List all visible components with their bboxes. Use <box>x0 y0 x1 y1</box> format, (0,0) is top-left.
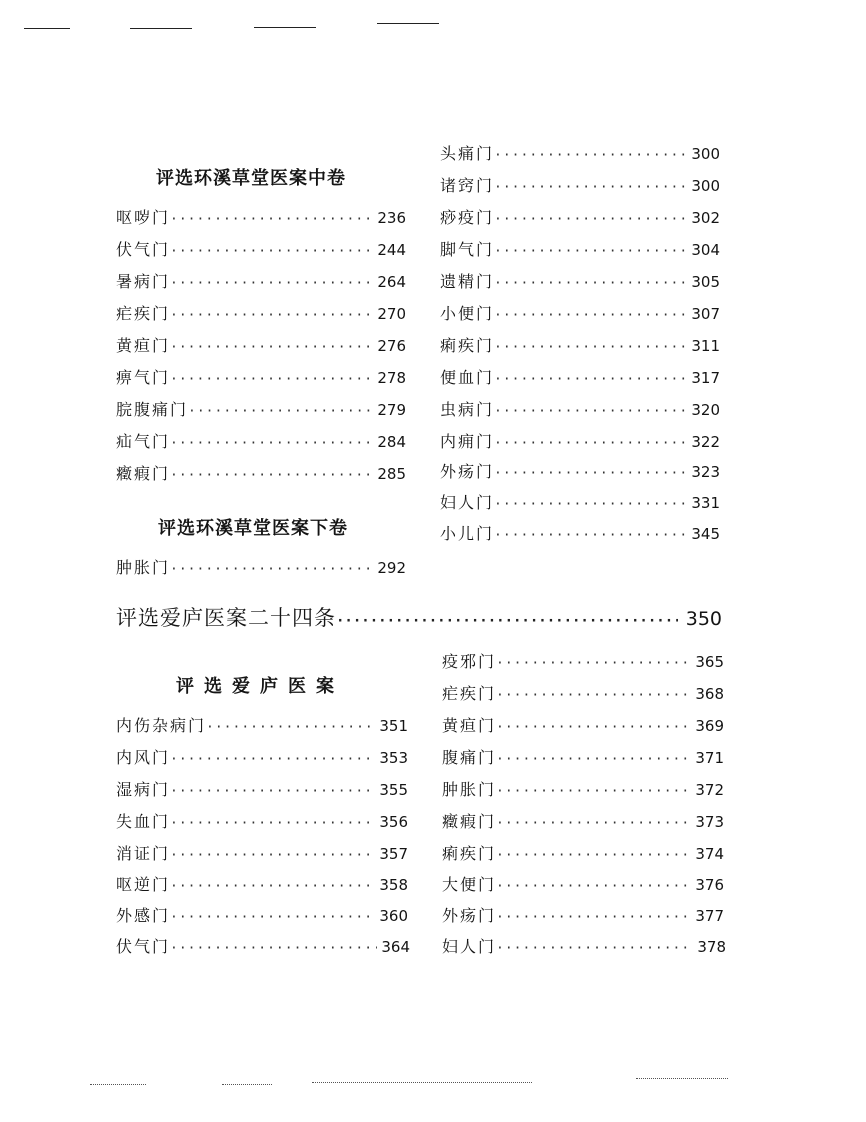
toc-entry-page: 351 <box>379 717 408 735</box>
toc-entry-title: 消证门 <box>116 844 171 863</box>
toc-entry-title: 腹痛门 <box>442 748 497 767</box>
toc-entry-title: 黄疸门 <box>116 336 171 355</box>
toc-entry-page: 372 <box>695 781 724 799</box>
dot-leader <box>170 812 375 836</box>
scan-artifact <box>24 28 70 29</box>
toc-entry-page: 331 <box>691 494 720 512</box>
toc-entry[interactable] <box>440 206 720 230</box>
toc-entry-page: 353 <box>379 749 408 767</box>
toc-entry-title: 遗精门 <box>440 272 495 291</box>
toc-entry-title: 癥瘕门 <box>116 464 171 483</box>
toc-entry[interactable] <box>440 366 720 390</box>
toc-entry-page: 317 <box>691 369 720 387</box>
toc-entry-title: 头痛门 <box>440 144 495 163</box>
dot-leader <box>494 272 687 296</box>
toc-entry-page: 378 <box>697 938 726 956</box>
toc-entry-title: 大便门 <box>442 875 497 894</box>
toc-entry-page: 376 <box>695 876 724 894</box>
dot-leader <box>494 432 687 456</box>
dot-leader <box>496 812 691 836</box>
dot-leader <box>496 780 691 804</box>
toc-entry[interactable] <box>442 682 724 706</box>
toc-entry-title: 便血门 <box>440 368 495 387</box>
toc-entry-page: 236 <box>377 209 406 227</box>
toc-entry-title: 外感门 <box>116 906 171 925</box>
toc-entry-title: 呕逆门 <box>116 875 171 894</box>
dot-leader <box>494 524 687 548</box>
toc-entry-page: 278 <box>377 369 406 387</box>
scan-artifact <box>636 1078 728 1079</box>
toc-entry-page: 345 <box>691 525 720 543</box>
toc-entry-page: 356 <box>379 813 408 831</box>
section-heading-zhong-juan: 评选环溪草堂医案中卷 <box>156 168 346 189</box>
toc-entry-page: 364 <box>381 938 410 956</box>
toc-entry-page: 270 <box>377 305 406 323</box>
toc-entry-page: 276 <box>377 337 406 355</box>
toc-entry-page: 311 <box>691 337 720 355</box>
toc-entry-title: 内痈门 <box>440 432 495 451</box>
toc-entry-page: 285 <box>377 465 406 483</box>
toc-entry-page: 320 <box>691 401 720 419</box>
toc-entry[interactable] <box>442 873 724 897</box>
toc-entry-title: 脚气门 <box>440 240 495 259</box>
toc-entry[interactable] <box>442 842 724 866</box>
toc-entry-page: 264 <box>377 273 406 291</box>
toc-entry-page: 374 <box>695 845 724 863</box>
toc-entry-title: 失血门 <box>116 812 171 831</box>
toc-entry[interactable] <box>442 904 724 928</box>
toc-entry-page: 244 <box>377 241 406 259</box>
dot-leader <box>496 652 691 676</box>
toc-entry-title: 诸窍门 <box>440 176 495 195</box>
toc-entry-page: 373 <box>695 813 724 831</box>
dot-leader <box>170 368 373 392</box>
toc-entry[interactable] <box>442 714 724 738</box>
dot-leader <box>170 780 375 804</box>
toc-entry[interactable] <box>440 238 720 262</box>
toc-entry-title: 内伤杂病门 <box>116 716 207 735</box>
toc-entry[interactable] <box>116 238 406 262</box>
toc-entry[interactable] <box>116 810 408 834</box>
toc-entry-title: 伏气门 <box>116 937 171 956</box>
toc-entry-title: 湿病门 <box>116 780 171 799</box>
toc-entry-page: 360 <box>379 907 408 925</box>
toc-entry-page: 365 <box>695 653 724 671</box>
toc-entry-page: 300 <box>691 145 720 163</box>
toc-entry[interactable] <box>116 462 406 486</box>
toc-entry-page: 304 <box>691 241 720 259</box>
toc-entry[interactable] <box>442 935 726 959</box>
toc-entry[interactable] <box>116 904 408 928</box>
toc-entry-title: 肿胀门 <box>442 780 497 799</box>
toc-entry[interactable] <box>440 460 720 484</box>
toc-entry-page: 305 <box>691 273 720 291</box>
toc-entry[interactable] <box>116 398 406 422</box>
toc-entry-title: 疟疾门 <box>116 304 171 323</box>
toc-entry-title: 痧疫门 <box>440 208 495 227</box>
toc-entry-page: 357 <box>379 845 408 863</box>
toc-entry-page: 371 <box>695 749 724 767</box>
toc-entry-title: 内风门 <box>116 748 171 767</box>
dot-leader <box>494 493 687 517</box>
toc-entry-title: 痢疾门 <box>440 336 495 355</box>
dot-leader <box>170 875 375 899</box>
dot-leader <box>496 844 691 868</box>
toc-entry-title: 脘腹痛门 <box>116 400 189 419</box>
toc-entry-title: 黄疸门 <box>442 716 497 735</box>
toc-entry-page: 322 <box>691 433 720 451</box>
toc-entry-title: 评选爱庐医案二十四条 <box>116 606 336 630</box>
toc-entry[interactable] <box>440 491 720 515</box>
dot-leader <box>496 906 691 930</box>
toc-entry[interactable] <box>442 650 724 674</box>
toc-entry[interactable] <box>116 873 408 897</box>
toc-entry[interactable] <box>116 714 408 738</box>
toc-entry-page: 284 <box>377 433 406 451</box>
toc-entry-title: 癥瘕门 <box>442 812 497 831</box>
toc-entry-title: 小儿门 <box>440 524 495 543</box>
toc-entry[interactable] <box>440 174 720 198</box>
dot-leader <box>170 336 373 360</box>
toc-entry[interactable] <box>116 746 408 770</box>
dot-leader <box>494 240 687 264</box>
scan-artifact <box>254 27 316 28</box>
dot-leader <box>494 400 687 424</box>
toc-entry-page: 279 <box>377 401 406 419</box>
toc-entry-page: 307 <box>691 305 720 323</box>
toc-entry-page: 350 <box>685 608 722 630</box>
toc-entry-title: 暑病门 <box>116 272 171 291</box>
toc-entry-title: 疫邪门 <box>442 652 497 671</box>
dot-leader <box>170 304 373 328</box>
toc-entry[interactable] <box>116 430 406 454</box>
dot-leader <box>496 875 691 899</box>
dot-leader <box>494 304 687 328</box>
toc-entry[interactable] <box>116 270 406 294</box>
toc-entry[interactable] <box>442 778 724 802</box>
toc-entry-title: 伏气门 <box>116 240 171 259</box>
dot-leader <box>336 613 678 629</box>
toc-entry-page: 292 <box>377 559 406 577</box>
toc-entry[interactable] <box>440 334 720 358</box>
dot-leader <box>170 558 373 582</box>
toc-entry[interactable] <box>116 935 410 959</box>
toc-entry-title: 虫病门 <box>440 400 495 419</box>
toc-entry-page: 369 <box>695 717 724 735</box>
dot-leader <box>188 400 373 424</box>
toc-entry[interactable] <box>440 522 720 546</box>
dot-leader <box>206 716 375 740</box>
toc-entry[interactable] <box>116 556 406 580</box>
dot-leader <box>496 716 691 740</box>
toc-entry[interactable] <box>116 366 406 390</box>
dot-leader <box>170 208 373 232</box>
toc-entry-title: 妇人门 <box>440 493 495 512</box>
dot-leader <box>170 937 377 961</box>
dot-leader <box>494 462 687 486</box>
dot-leader <box>496 748 691 772</box>
toc-entry[interactable] <box>442 810 724 834</box>
dot-leader <box>496 684 691 708</box>
toc-entry-title: 痹气门 <box>116 368 171 387</box>
toc-entry-page: 300 <box>691 177 720 195</box>
toc-entry-title: 妇人门 <box>442 937 497 956</box>
toc-entry-page: 302 <box>691 209 720 227</box>
dot-leader <box>494 176 687 200</box>
toc-entry-title: 呕哕门 <box>116 208 171 227</box>
toc-entry-title: 疝气门 <box>116 432 171 451</box>
toc-entry-title: 疟疾门 <box>442 684 497 703</box>
toc-entry[interactable] <box>116 778 408 802</box>
dot-leader <box>494 336 687 360</box>
scan-artifact <box>130 28 192 29</box>
scan-artifact <box>90 1084 146 1085</box>
section-heading-ailu: 评选爱庐医案 <box>176 676 344 697</box>
toc-entry-page: 355 <box>379 781 408 799</box>
toc-entry-page: 377 <box>695 907 724 925</box>
toc-entry-title: 痢疾门 <box>442 844 497 863</box>
dot-leader <box>496 937 693 961</box>
scan-artifact <box>222 1084 272 1085</box>
section-heading-xia-juan: 评选环溪草堂医案下卷 <box>158 518 348 539</box>
toc-entry[interactable] <box>116 206 406 230</box>
dot-leader <box>170 432 373 456</box>
dot-leader <box>170 240 373 264</box>
dot-leader <box>170 844 375 868</box>
dot-leader <box>494 144 687 168</box>
dot-leader <box>170 748 375 772</box>
toc-entry-title: 外疡门 <box>442 906 497 925</box>
dot-leader <box>494 368 687 392</box>
scan-artifact <box>312 1082 532 1083</box>
dot-leader <box>170 906 375 930</box>
toc-entry-title: 外疡门 <box>440 462 495 481</box>
dot-leader <box>170 464 373 488</box>
toc-entry-page: 358 <box>379 876 408 894</box>
toc-entry-page: 323 <box>691 463 720 481</box>
toc-entry[interactable] <box>116 334 406 358</box>
toc-entry[interactable] <box>440 398 720 422</box>
dot-leader <box>170 272 373 296</box>
toc-entry-ershisi[interactable] <box>116 602 722 632</box>
toc-entry[interactable] <box>442 746 724 770</box>
scan-artifact <box>377 23 439 24</box>
toc-entry-title: 小便门 <box>440 304 495 323</box>
toc-entry-page: 368 <box>695 685 724 703</box>
toc-entry-title: 肿胀门 <box>116 558 171 577</box>
toc-entry[interactable] <box>440 142 720 166</box>
dot-leader <box>494 208 687 232</box>
toc-entry[interactable] <box>440 270 720 294</box>
toc-entry[interactable] <box>440 302 720 326</box>
toc-entry[interactable] <box>440 430 720 454</box>
toc-entry[interactable] <box>116 842 408 866</box>
toc-entry[interactable] <box>116 302 406 326</box>
